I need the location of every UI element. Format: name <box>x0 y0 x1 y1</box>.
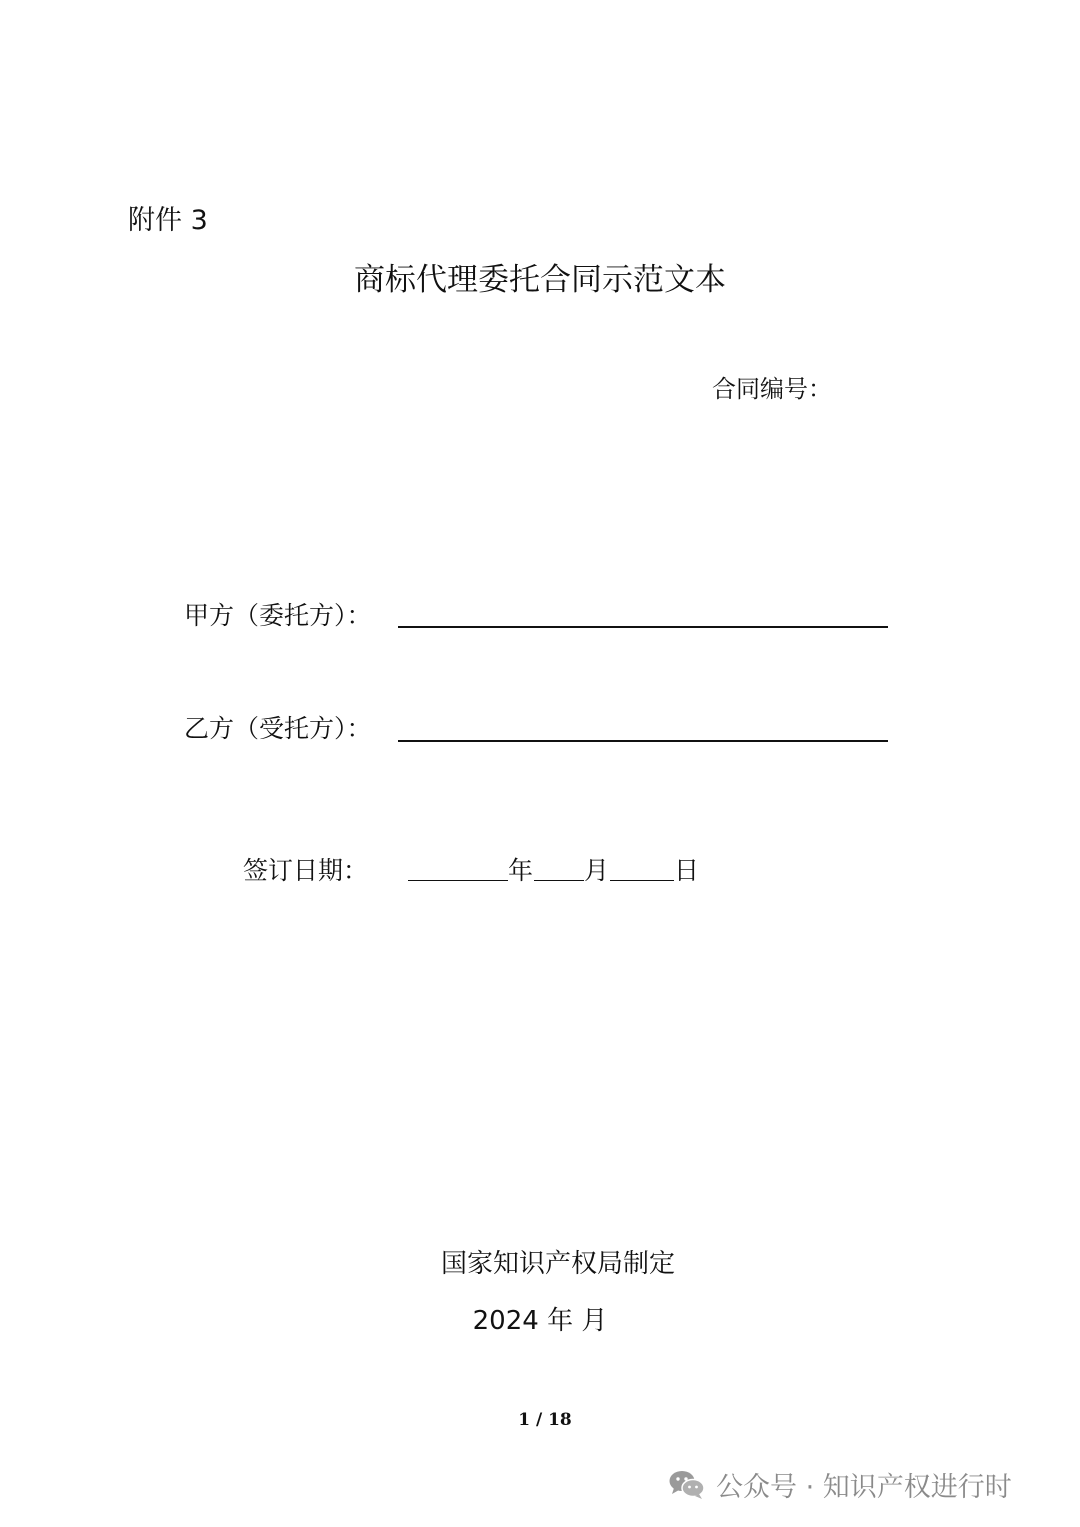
party-b-blank-line <box>398 740 888 742</box>
year-unit: 年 <box>508 856 534 885</box>
party-a-label: 甲方（委托方）： <box>184 601 372 630</box>
page-number: 1 / 18 <box>518 1410 572 1430</box>
party-a-blank-line <box>398 626 888 628</box>
watermark <box>668 1465 1012 1504</box>
wechat-icon <box>668 1469 706 1501</box>
sign-date-label: 签订日期： <box>243 856 369 885</box>
attachment-label: 附件 3 <box>128 205 208 236</box>
month-blank-line <box>534 880 584 881</box>
document-title: 商标代理委托合同示范文本 <box>354 262 726 298</box>
watermark-text: 公众号 · 知识产权进行时 <box>716 1472 1012 1503</box>
contract-number-label: 合同编号： <box>712 375 832 403</box>
day-unit: 日 <box>674 856 700 885</box>
year-blank-line <box>408 880 508 881</box>
party-b-label: 乙方（受托方）： <box>184 714 372 743</box>
month-unit: 月 <box>584 856 610 885</box>
day-blank-line <box>610 880 674 881</box>
issuer: 国家知识产权局制定 <box>440 1249 675 1279</box>
issue-date: 2024 年 月 <box>472 1306 608 1336</box>
